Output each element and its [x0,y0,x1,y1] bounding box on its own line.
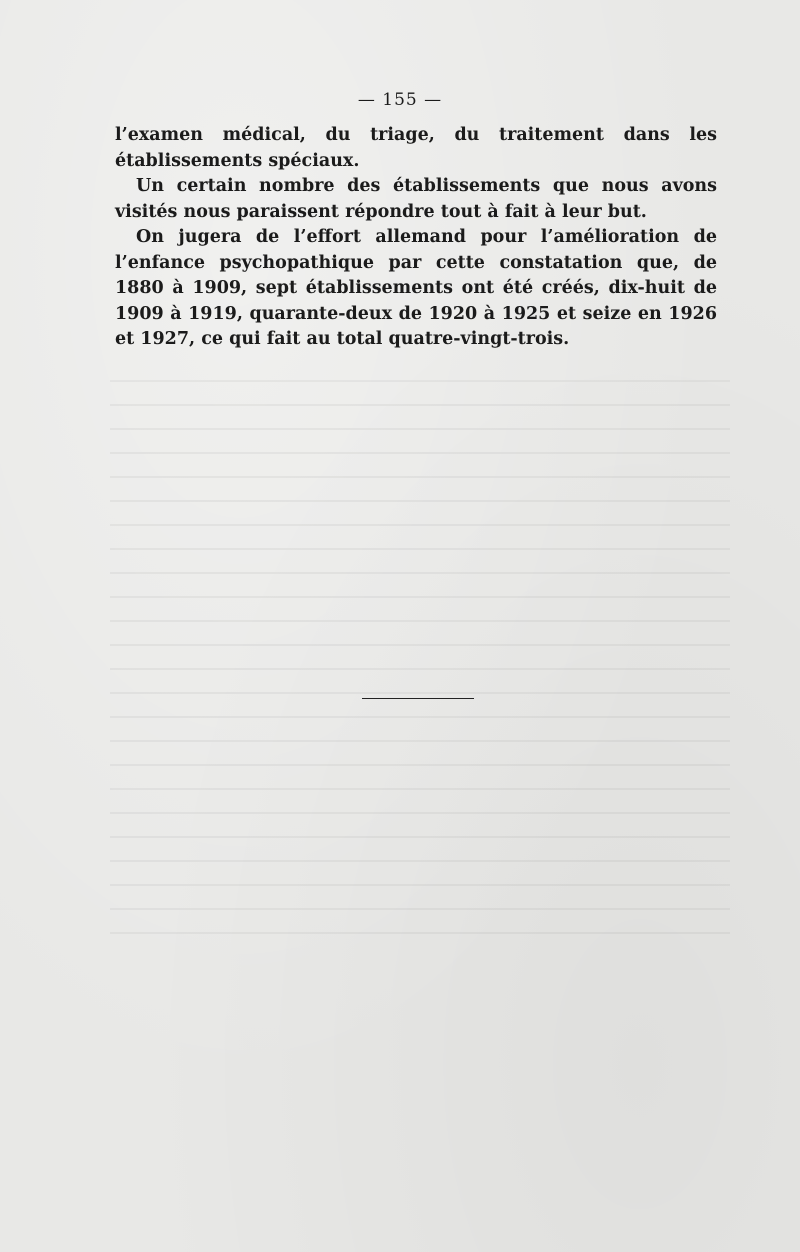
section-end-rule [362,698,474,699]
show-through-texture [110,380,730,1100]
paragraph-continuation: l’examen médical, du triage, du traitement dans les établissements spéciaux. [115,125,717,171]
page-number: — 155 — [357,90,443,110]
paragraph-german-effort: On jugera de l’effort allemand pour l’amélioration de l’enfance psychopathique par cette constatation que, de 1880 à 1909, sept établissements ont été créés, dix-huit de 1909 à 1919, quarante-deux de 1920 à 1925 et seize en 1926 et 1927, ce qui fait au total quatre-vingt-trois. [115,227,717,349]
body-text [115,123,717,353]
paragraph-establishments: Un certain nombre des établissements que nous avons visités nous paraissent répondre tout à fait à leur but. [115,176,717,222]
